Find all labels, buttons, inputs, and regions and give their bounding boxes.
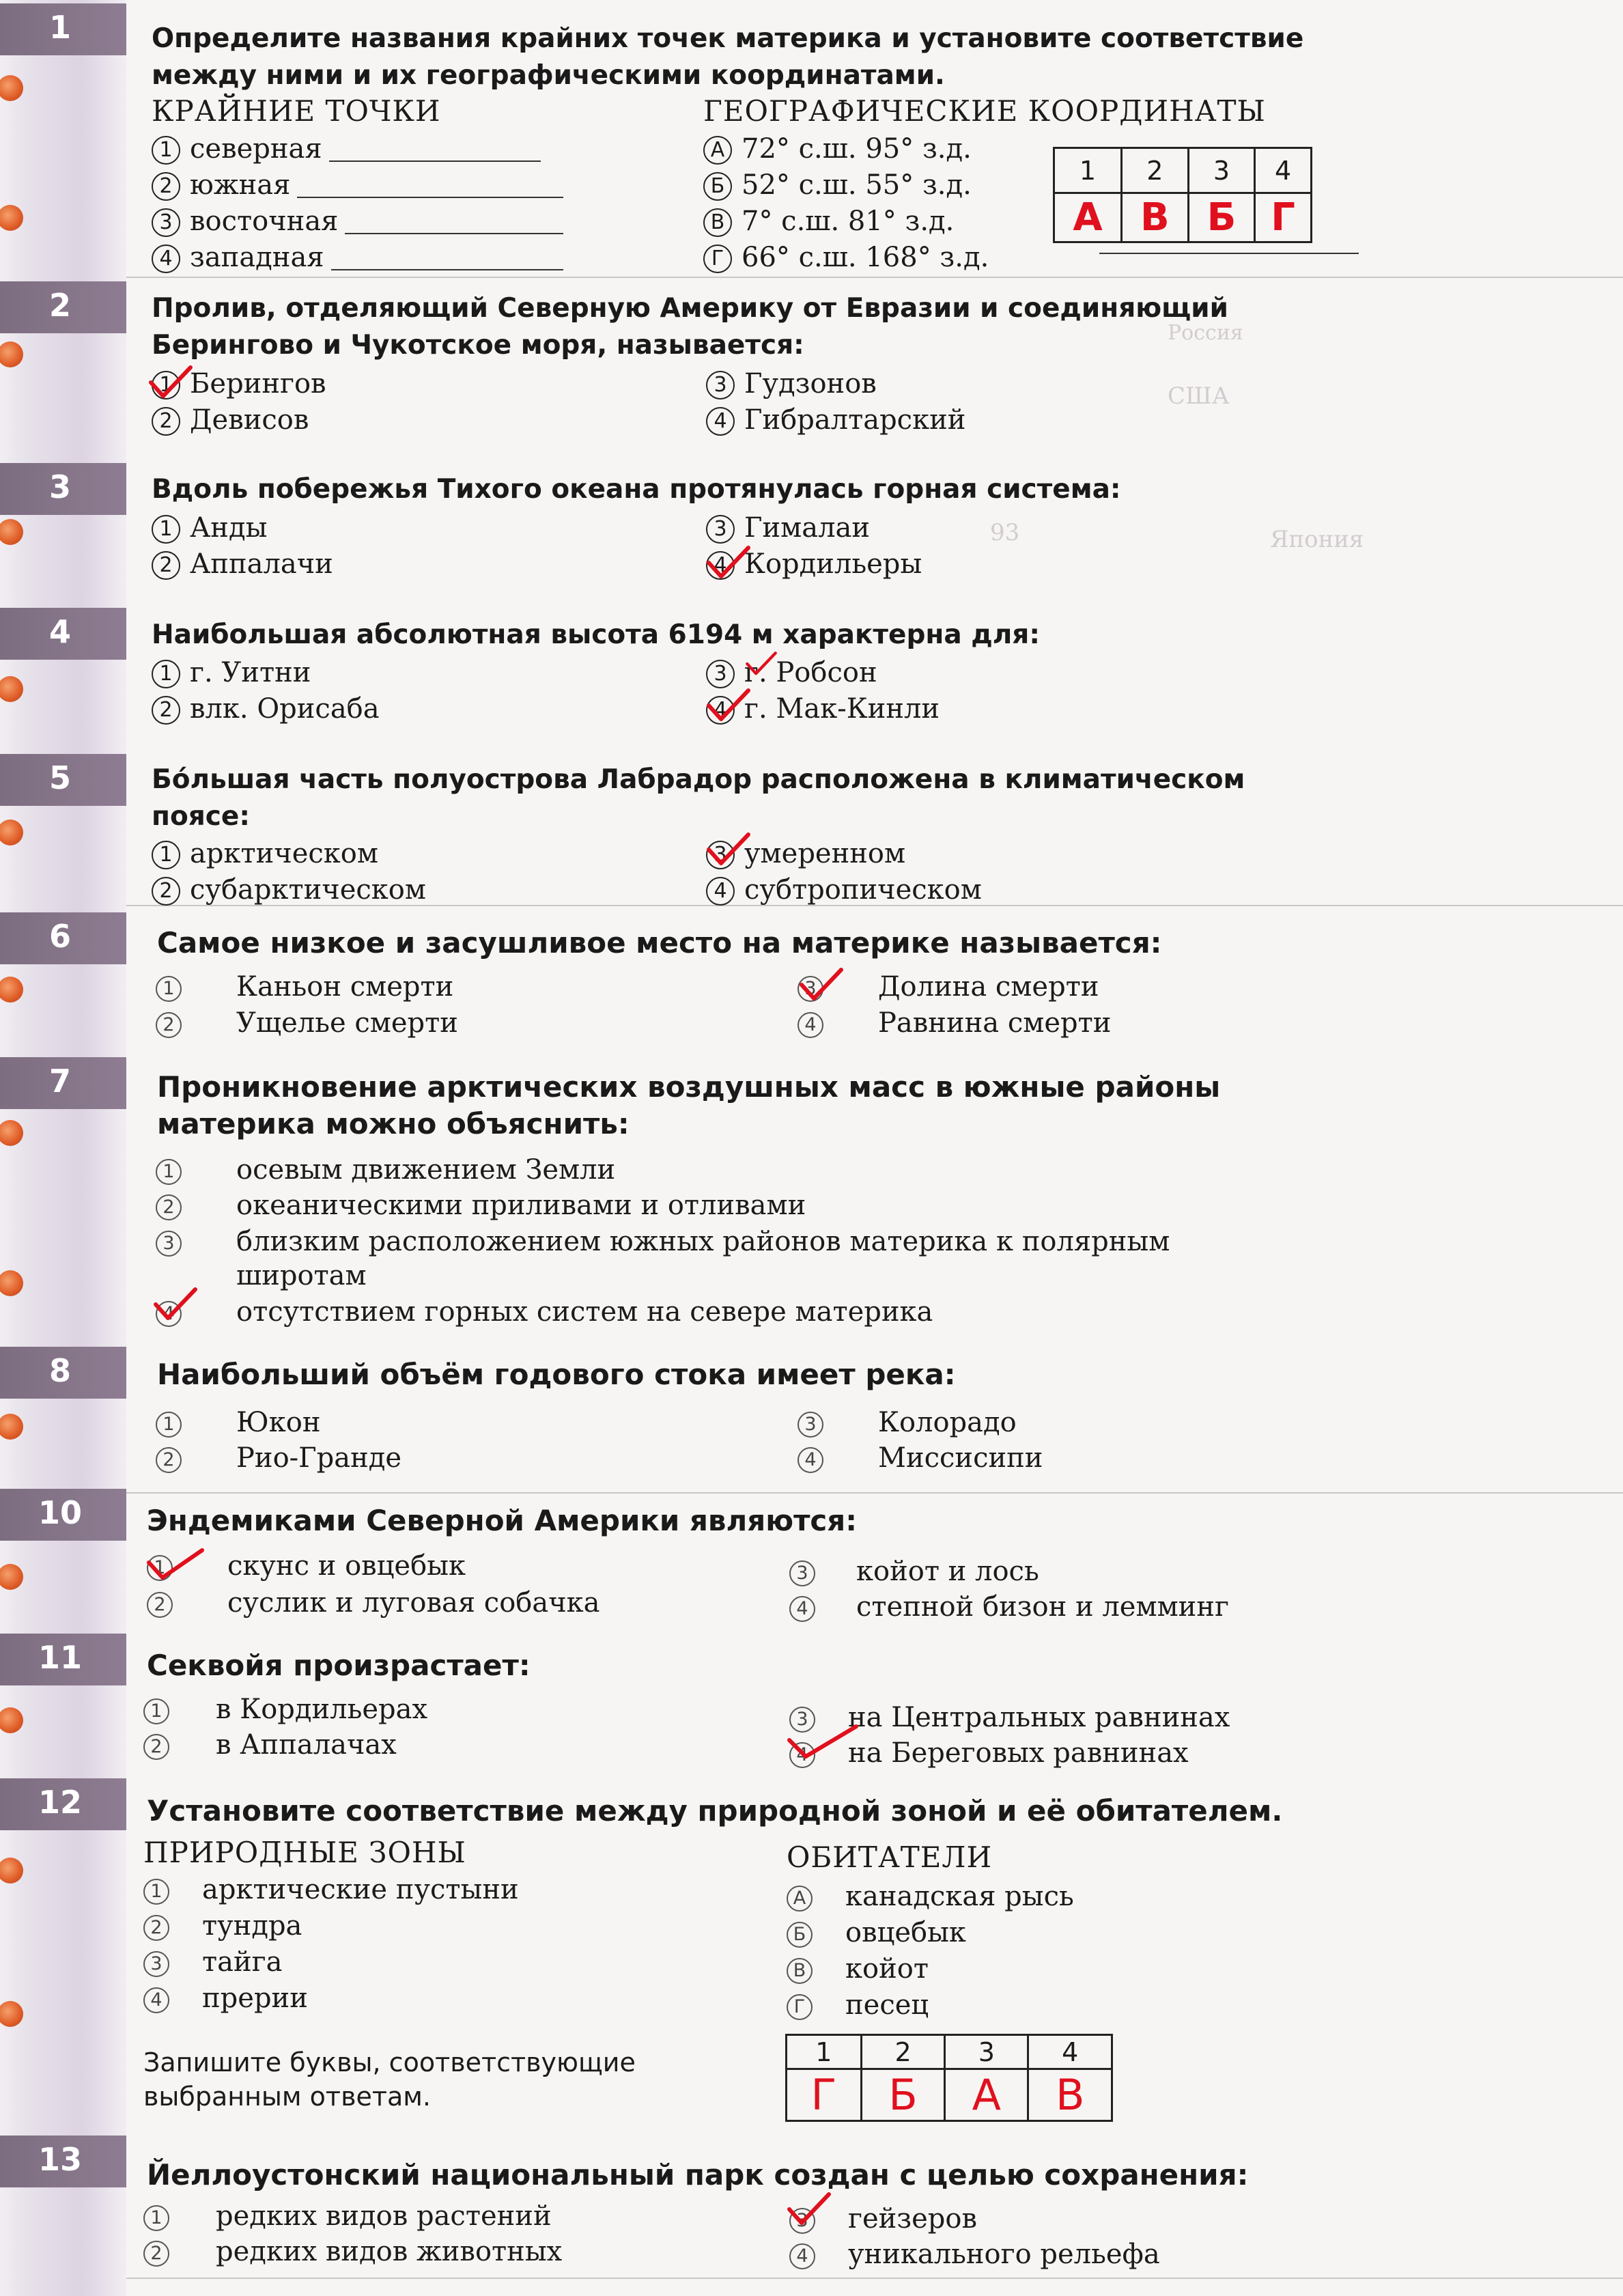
handwritten-answer: Г — [810, 2070, 837, 2120]
answer-option[interactable]: 4 уникального рельефа — [789, 2237, 1160, 2271]
point-option: 3 восточная — [152, 204, 563, 238]
extreme-points-header: КРАЙНИЕ ТОЧКИ — [152, 94, 441, 128]
question-number-tab: 11 — [0, 1634, 126, 1685]
zones-header: ПРИРОДНЫЕ ЗОНЫ — [143, 1836, 466, 1869]
question-number-tab: 13 — [0, 2136, 126, 2187]
question-title: Пролив, отделяющий Северную Америку от Евразии и соединяющий Берингово и Чукотское моря, называется: — [152, 293, 1228, 361]
grid-header-cell: 1 — [1054, 148, 1122, 193]
coordinate-option: Г 66° с.ш. 168° з.д. — [703, 240, 989, 275]
question-title: Бо́льшая часть полуострова Лабрадор расположена в климатическом поясе: — [152, 764, 1245, 832]
answer-option[interactable]: 2 Аппалачи — [152, 547, 333, 581]
checkmark-icon — [145, 1543, 206, 1584]
answer-option[interactable]: 4 Миссисипи — [798, 1441, 1043, 1475]
answer-option[interactable]: 1 редких видов растений — [143, 2199, 552, 2233]
answer-option[interactable]: 4 субтропическом — [706, 873, 982, 907]
answer-option[interactable]: 2 редких видов животных — [143, 2235, 562, 2269]
answer-option[interactable]: 3 г. Робсон — [706, 656, 877, 690]
question-title: Определите названия крайних точек материка и установите соответствие между ними и их географическими координатами. — [152, 23, 1304, 91]
answer-option[interactable]: 3 близким расположением южных районов материка к полярным — [156, 1224, 1170, 1259]
question-number-tab: 12 — [0, 1778, 126, 1830]
answer-option[interactable]: 1 скунс и овцебык — [147, 1549, 466, 1583]
checkmark-icon — [705, 829, 752, 870]
inhabitant-option: А канадская рысь — [787, 1879, 1074, 1914]
handwritten-answer: А — [972, 2070, 1002, 2120]
grid-answer-cell[interactable] — [945, 2069, 1028, 2121]
bleed-through-text: США — [1168, 382, 1230, 410]
answer-option[interactable]: 3 койот и лось — [789, 1554, 1039, 1588]
inhabitant-option: Б овцебык — [787, 1916, 966, 1950]
question-title: Самое низкое и засушливое место на материке называется: — [157, 926, 1162, 960]
answer-line — [1099, 253, 1359, 254]
answer-option[interactable]: 4 Кордильеры — [706, 547, 922, 581]
handwritten-answer: Г — [1271, 195, 1295, 240]
grid-header-cell: 4 — [1028, 2035, 1112, 2069]
question-title: Установите соответствие между природной зоной и её обитателем. — [147, 1794, 1283, 1828]
answer-option[interactable]: 3 Гималаи — [706, 511, 870, 545]
answer-option[interactable]: 1 арктическом — [152, 837, 378, 871]
grid-answer-cell[interactable] — [1054, 193, 1122, 242]
question-number-tab: 5 — [0, 754, 126, 806]
divider — [126, 2278, 1623, 2279]
inhabitant-option: Г песец — [787, 1988, 929, 2022]
bleed-through-text: Япония — [1270, 526, 1364, 553]
answer-option[interactable]: 3 на Центральных равнинах — [789, 1700, 1230, 1735]
answer-option[interactable]: 1 Каньон смерти — [156, 970, 453, 1004]
answer-option[interactable]: 3 Гудзонов — [706, 367, 877, 401]
answer-option[interactable]: 1 г. Уитни — [152, 656, 311, 690]
answer-option[interactable]: 1 Юкон — [156, 1405, 320, 1440]
question-number-tab: 7 — [0, 1057, 126, 1109]
answer-option[interactable]: 2 суслик и луговая собачка — [147, 1586, 600, 1620]
answer-option[interactable]: 1 Берингов — [152, 367, 326, 401]
instruction-text: Запишите буквы, соответствующие выбранным ответам. — [143, 2047, 636, 2112]
zone-option: 2 тундра — [143, 1909, 302, 1943]
answer-option[interactable]: 3 гейзеров — [789, 2202, 977, 2236]
answer-option[interactable]: 2 океаническими приливами и отливами — [156, 1188, 806, 1222]
coordinates-header: ГЕОГРАФИЧЕСКИЕ КООРДИНАТЫ — [703, 94, 1266, 128]
zone-option: 3 тайга — [143, 1945, 282, 1979]
answer-option[interactable]: 3 Долина смерти — [798, 970, 1099, 1004]
answer-option[interactable]: 4 отсутствием горных систем на севере материка — [156, 1295, 933, 1329]
checkmark-icon — [785, 2189, 833, 2230]
grid-header-cell: 3 — [945, 2035, 1028, 2069]
grid-answer-cell[interactable] — [787, 2069, 862, 2121]
grid-answer-cell[interactable] — [861, 2069, 945, 2121]
question-title: Наибольший объём годового стока имеет река: — [157, 1358, 956, 1391]
answer-option[interactable]: 3 Колорадо — [798, 1405, 1017, 1440]
answer-line[interactable] — [329, 137, 541, 162]
answer-option-continuation: широтам — [236, 1260, 367, 1291]
question-title: Проникновение арктических воздушных масс в южные районы материка можно объяснить: — [157, 1070, 1221, 1140]
question-number-tab: 6 — [0, 912, 126, 964]
answer-option[interactable]: 2 в Аппалачах — [143, 1728, 397, 1762]
question-title: Вдоль побережья Тихого океана протянулась горная система: — [152, 474, 1121, 505]
grid-header-cell: 4 — [1255, 148, 1312, 193]
grid-answer-cell[interactable] — [1122, 193, 1189, 242]
coordinate-option: А 72° с.ш. 95° з.д. — [703, 132, 972, 166]
bleed-through-text: Россия — [1168, 321, 1243, 345]
point-option: 1 северная — [152, 132, 541, 166]
grid-header-cell: 2 — [1122, 148, 1189, 193]
checkmark-icon — [147, 362, 195, 403]
bleed-through-text: 93 — [990, 519, 1020, 546]
question-number-tab: 8 — [0, 1347, 126, 1399]
coordinate-option: Б 52° с.ш. 55° з.д. — [703, 168, 972, 202]
question-number-tab: 2 — [0, 281, 126, 333]
answer-option[interactable]: 4 Гибралтарский — [706, 403, 965, 437]
answer-option[interactable]: 1 в Кордильерах — [143, 1692, 427, 1726]
question-title: Эндемиками Северной Америки являются: — [147, 1504, 858, 1537]
divider — [126, 277, 1623, 278]
zone-option: 4 прерии — [143, 1981, 308, 2015]
answer-grid — [1053, 147, 1312, 243]
checkmark-icon — [705, 542, 752, 583]
inhabitants-header: ОБИТАТЕЛИ — [787, 1840, 993, 1874]
question-number-tab: 3 — [0, 463, 126, 515]
inhabitant-option: В койот — [787, 1952, 929, 1986]
answer-line[interactable] — [345, 210, 563, 234]
answer-line[interactable] — [297, 173, 563, 198]
question-title: Наибольшая абсолютная высота 6194 м характерна для: — [152, 619, 1040, 650]
answer-option[interactable]: 4 Равнина смерти — [798, 1006, 1111, 1040]
question-number-tab: 4 — [0, 608, 126, 660]
answer-option[interactable]: 4 степной бизон и лемминг — [789, 1590, 1229, 1624]
answer-grid — [785, 2034, 1113, 2122]
answer-option[interactable]: 4 на Береговых равнинах — [789, 1736, 1189, 1770]
question-title: Секвойя произрастает: — [147, 1649, 531, 1682]
checkmark-icon — [152, 1284, 199, 1325]
checkmark-icon — [705, 685, 752, 726]
divider — [126, 1492, 1623, 1494]
grid-header-cell: 1 — [787, 2035, 862, 2069]
point-option: 2 южная — [152, 168, 563, 202]
grid-answer-cell[interactable] — [1188, 193, 1255, 242]
grid-answer-cell[interactable] — [1028, 2069, 1112, 2121]
checkmark-icon — [785, 1721, 860, 1762]
checkmark-icon — [744, 649, 778, 679]
answer-option[interactable]: 2 субарктическом — [152, 873, 426, 907]
question-number-tab: 10 — [0, 1489, 126, 1541]
handwritten-answer: В — [1055, 2070, 1085, 2120]
handwritten-answer: Б — [1206, 195, 1237, 240]
answer-option[interactable]: 2 Рио-Гранде — [156, 1441, 401, 1475]
handwritten-answer: Б — [888, 2070, 918, 2120]
answer-option[interactable]: 2 Девисов — [152, 403, 309, 437]
grid-answer-cell[interactable] — [1255, 193, 1312, 242]
answer-option[interactable]: 1 Анды — [152, 511, 267, 545]
answer-option[interactable]: 4 г. Мак-Кинли — [706, 692, 940, 726]
answer-option[interactable]: 1 осевым движением Земли — [156, 1153, 615, 1187]
answer-option[interactable]: 2 влк. Орисаба — [152, 692, 380, 726]
handwritten-answer: В — [1140, 195, 1170, 240]
grid-header-cell: 3 — [1188, 148, 1255, 193]
checkmark-icon — [798, 964, 845, 1005]
grid-header-cell: 2 — [861, 2035, 945, 2069]
zone-option: 1 арктические пустыни — [143, 1873, 519, 1907]
question-title: Йеллоустонский национальный парк создан с целью сохранения: — [147, 2158, 1249, 2192]
coordinate-option: В 7° с.ш. 81° з.д. — [703, 204, 954, 238]
handwritten-answer: А — [1073, 195, 1103, 240]
answer-line[interactable] — [331, 246, 563, 270]
answer-option[interactable]: 3 умеренном — [706, 837, 905, 871]
answer-option[interactable]: 2 Ущелье смерти — [156, 1006, 458, 1040]
question-number-tab: 1 — [0, 3, 126, 55]
point-option: 4 западная — [152, 240, 563, 275]
